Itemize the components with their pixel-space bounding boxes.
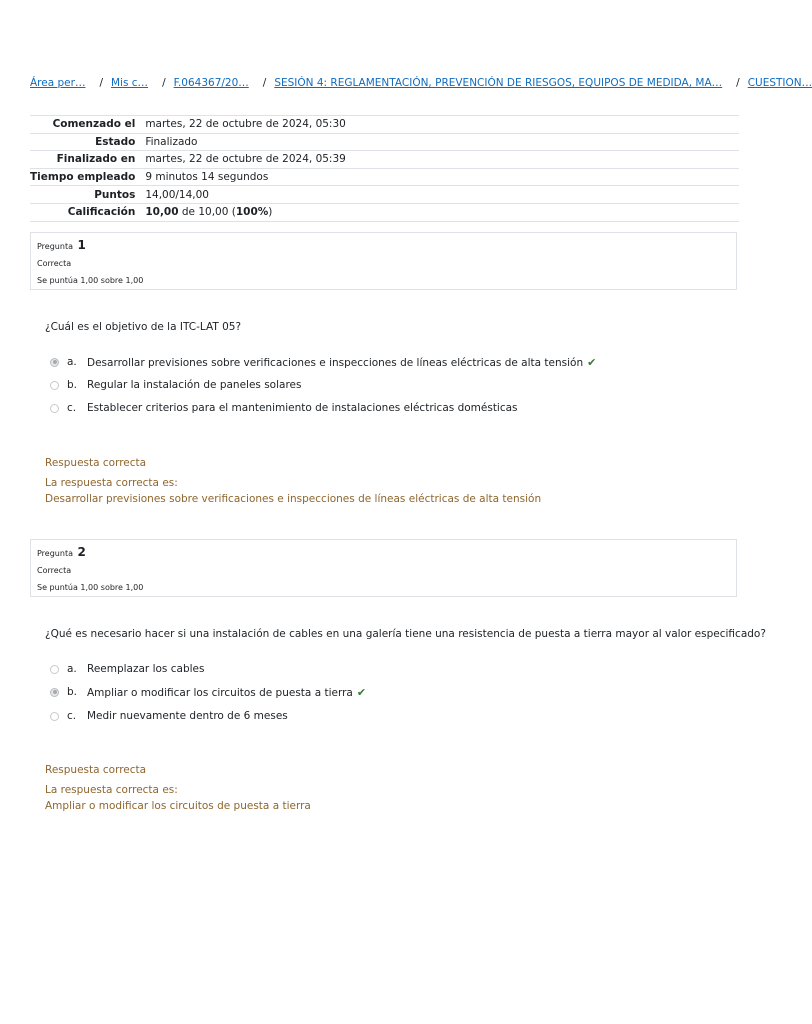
breadcrumb-separator: /: [99, 77, 103, 89]
answer-option[interactable]: [50, 355, 597, 369]
check-icon: ✔: [587, 355, 597, 369]
answer-letter: a.: [67, 663, 77, 675]
answer-letter: a.: [67, 356, 77, 368]
radio-button[interactable]: [50, 381, 59, 390]
feedback-result: Respuesta correcta: [45, 457, 147, 469]
summary-row-finished: [30, 151, 739, 169]
summary-row-time: [30, 168, 739, 186]
breadcrumb-item-quiz[interactable]: CUESTION…: [747, 77, 812, 89]
question-info-box: [30, 539, 737, 597]
radio-button[interactable]: [50, 712, 59, 721]
answer-text: Reemplazar los cables: [87, 663, 205, 675]
radio-button[interactable]: [50, 665, 59, 674]
question-state: Correcta: [37, 259, 72, 268]
breadcrumb-separator: /: [262, 77, 267, 89]
radio-button[interactable]: [50, 688, 59, 697]
summary-value: martes, 22 de octubre de 2024, 05:30: [145, 118, 346, 131]
breadcrumb-item-course[interactable]: F.064367/20…: [173, 77, 249, 89]
answer-letter: c.: [67, 710, 77, 722]
breadcrumb-item-session[interactable]: SESIÓN 4: REGLAMENTACIÓN, PREVENCIÓN DE RIESGOS, EQUIPOS DE MEDIDA, MA…: [274, 77, 723, 89]
summary-label: Tiempo empleado: [30, 171, 136, 184]
answer-option[interactable]: [50, 378, 302, 392]
question-text: ¿Qué es necesario hacer si una instalación de cables en una galería tiene una resistencia de puesta a tierra mayor al valor especificado?: [45, 628, 766, 640]
question-info-box: [30, 232, 737, 290]
feedback-result: Respuesta correcta: [45, 764, 147, 776]
summary-row-grade: [30, 203, 739, 221]
question-number: [37, 545, 86, 559]
question-label: Pregunta: [37, 549, 73, 558]
feedback-intro: La respuesta correcta es:: [45, 477, 178, 489]
breadcrumb-item-mis-cursos[interactable]: Mis c…: [111, 77, 149, 89]
answer-text: Ampliar o modificar los circuitos de puesta a tierra ✔: [87, 685, 367, 699]
breadcrumb-separator: /: [162, 77, 166, 89]
question-grade: Se puntúa 1,00 sobre 1,00: [37, 583, 144, 592]
grade-percent: 100%: [235, 206, 269, 219]
answer-text: Desarrollar previsiones sobre verificaciones e inspecciones de líneas eléctricas de alta tensión ✔: [87, 355, 597, 369]
radio-button[interactable]: [50, 404, 59, 413]
summary-label: Puntos: [94, 188, 136, 201]
feedback-correct-answer: Desarrollar previsiones sobre verificaciones e inspecciones de líneas eléctricas de alta tensión: [45, 493, 542, 505]
answer-text: Establecer criterios para el mantenimiento de instalaciones eléctricas domésticas: [87, 402, 518, 414]
summary-row-started: [30, 116, 739, 134]
breadcrumb-separator: /: [736, 77, 740, 89]
question-state: Correcta: [37, 566, 72, 575]
question-label: Pregunta: [37, 242, 73, 251]
check-icon: ✔: [356, 685, 367, 699]
breadcrumb-item-area-personal[interactable]: Área per…: [30, 77, 86, 89]
question-grade: Se puntúa 1,00 sobre 1,00: [37, 276, 144, 285]
summary-label: Estado: [95, 135, 136, 148]
answer-letter: c.: [67, 402, 77, 414]
radio-button[interactable]: [50, 358, 59, 367]
answer-letter: b.: [67, 686, 78, 698]
question-number-value: 1: [77, 238, 86, 252]
question-text: ¿Cuál es el objetivo de la ITC-LAT 05?: [45, 321, 242, 333]
breadcrumb: [30, 77, 812, 89]
summary-row-state: [30, 133, 739, 151]
feedback-intro: La respuesta correcta es:: [45, 784, 178, 796]
grade-score: 10,00: [145, 206, 179, 219]
feedback-correct-answer: Ampliar o modificar los circuitos de puesta a tierra: [45, 800, 311, 812]
answer-text: Regular la instalación de paneles solares: [87, 379, 302, 391]
answer-letter: b.: [67, 379, 78, 391]
attempt-summary-table: [30, 115, 739, 222]
answer-option[interactable]: [50, 709, 288, 723]
question-number-value: 2: [77, 545, 86, 559]
summary-row-points: [30, 186, 739, 204]
answer-option[interactable]: [50, 401, 518, 415]
summary-value: 9 minutos 14 segundos: [145, 171, 269, 184]
summary-label: Comenzado el: [52, 118, 136, 131]
answer-option[interactable]: [50, 662, 205, 676]
answer-option[interactable]: [50, 685, 367, 699]
summary-label: Finalizado en: [56, 153, 136, 166]
summary-value: martes, 22 de octubre de 2024, 05:39: [145, 153, 346, 166]
answer-text: Medir nuevamente dentro de 6 meses: [87, 710, 288, 722]
summary-label: Calificación: [67, 206, 136, 219]
summary-value: 14,00/14,00: [145, 188, 209, 201]
summary-value: Finalizado: [145, 135, 198, 148]
grade-of: de 10,00 (: [178, 206, 236, 219]
grade-close: ): [268, 206, 273, 219]
question-number: [37, 238, 86, 252]
summary-value: [145, 203, 739, 221]
